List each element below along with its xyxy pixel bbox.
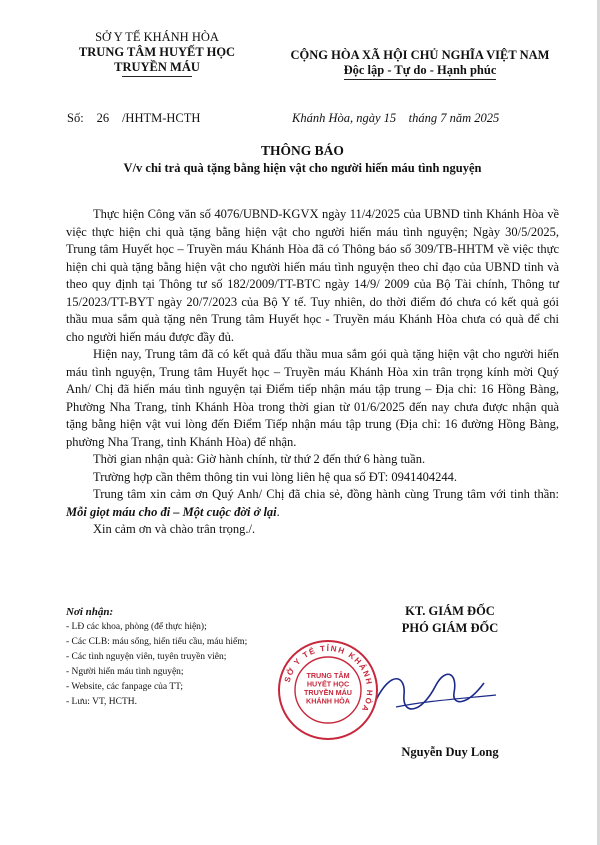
paragraph: Thực hiện Công văn số 4076/UBND-KGVX ngày 11/4/2025 của UBND tỉnh Khánh Hòa về việc thực hiện chi quà tặng bằng hiện vật cho người hiến máu tình nguyện; Ngày 30/5/2025, Trung tâm Huyết học – Truyền máu Khánh Hòa đã có Thông báo số 309/TB-HHTM về việc thực hiện chi quà tặng bằng hiện vật cho người hiến máu tình nguyện theo chỉ đạo của UBND tỉnh và theo quy định tại Thông tư số 182/2009/TT-BTC ngày 14/9/ 2009 của Bộ Tài chính, Thông tư 15/2023/TT-BYT ngày 20/7/2023 của Bộ Y tế. Tuy nhiên, do thời điểm đó chưa có kết quả gói thầu mua sắm quà tặng nên Trung tâm Huyết học - Truyền máu Khánh Hòa chưa có quà để chi cho người hiến máu được đầy đủ. (66, 207, 559, 344)
recipient-item: - Các tình nguyện viên, tuyên truyền viên; (66, 652, 227, 662)
doc-no-value: 26 (96, 111, 110, 125)
paragraph: Hiện nay, Trung tâm đã có kết quả đấu thầu mua sắm gói quà tặng hiện vật cho người hiến máu tình nguyện, Trung tâm Huyết học – Truyền máu Khánh Hòa xin trân trọng kính mời Quý Anh/ Chị đã hiến máu tình nguyện tại Điểm tiếp nhận máu tập trung – Địa chỉ: 16 Hồng Bàng, Phường Nha Trang, tỉnh Khánh Hòa trong thời gian từ 01/6/2025 đến nay chưa được nhận quà tặng bằng hiện vật vui lòng đến Điểm Tiếp nhận máu tập trung (Địa chỉ: 16 đường Hồng Bàng, phường Nha Trang, tỉnh Khánh Hòa) để nhận. (66, 347, 559, 449)
document-body (66, 206, 559, 539)
recipient-item: - Người hiến máu tình nguyện; (66, 667, 184, 677)
issuer-underline (122, 76, 192, 77)
date-prefix: Khánh Hòa, ngày (292, 111, 381, 125)
recipient-item: - LĐ các khoa, phòng (để thực hiện); (66, 622, 207, 632)
document-title: THÔNG BÁO (261, 143, 344, 158)
date-day: 15 (383, 111, 397, 125)
date-suffix: tháng 7 năm 2025 (408, 111, 500, 125)
recipient-item: - Lưu: VT, HCTH. (66, 697, 138, 707)
paragraph: Thời gian nhận quà: Giờ hành chính, từ thứ 2 đến thứ 6 hàng tuần. (93, 452, 426, 466)
paragraph (66, 486, 559, 521)
center-name-line2: TRUYỀN MÁU (114, 60, 200, 74)
svg-text:SỞ Y TẾ TỈNH KHÁNH HÒA: SỞ Y TẾ TỈNH KHÁNH HÒA (282, 643, 375, 715)
doc-no-suffix: /HHTM-HCTH (121, 111, 201, 125)
closing-period: . (276, 504, 280, 519)
recipient-item: - Các CLB: máu sống, hiến tiểu cầu, máu hiếm; (66, 637, 248, 647)
recipient-item: - Website, các fanpage của TT; (66, 682, 184, 692)
signer-name: Nguyễn Duy Long (401, 745, 499, 759)
center-name-line1: TRUNG TÂM HUYẾT HỌC (78, 45, 236, 59)
signature-for-line: KT. GIÁM ĐỐC (405, 604, 495, 618)
svg-text:TRUNG TÂMHUYẾT HỌCTRUYỀN MÁUKH: TRUNG TÂM HUYẾT HỌC TRUYỀN MÁU KHÁNH HÒA (304, 671, 352, 706)
national-motto: Độc lập - Tự do - Hạnh phúc (344, 63, 497, 80)
signature-title-block (345, 603, 555, 637)
handwritten-signature (366, 655, 506, 725)
seal-graphic (279, 641, 377, 739)
recipients-heading: Nơi nhận: (66, 606, 114, 618)
document-number (67, 111, 200, 126)
national-header (270, 48, 570, 80)
date-line (292, 111, 499, 126)
issuer-block (62, 30, 252, 81)
paragraph: Xin cảm ơn và chào trân trọng./. (93, 522, 256, 536)
document-subject: V/v chi trả quà tặng bằng hiện vật cho người hiến máu tình nguyện (123, 161, 482, 175)
closing-lead: Trung tâm xin cảm ơn Quý Anh/ Chị đã chia sẻ, đồng hành cùng Trung tâm với tinh thần: (93, 487, 559, 501)
paragraph: Trường hợp cần thêm thông tin vui lòng liên hệ qua số ĐT: 0941404244. (93, 469, 458, 484)
country-name: CỘNG HÒA XÃ HỘI CHỦ NGHĨA VIỆT NAM (290, 48, 550, 62)
doc-no-prefix: Số: (67, 111, 84, 125)
agency-name: SỞ Y TẾ KHÁNH HÒA (95, 30, 219, 44)
official-seal (276, 638, 380, 742)
slogan: Mỗi giọt máu cho đi – Một cuộc đời ở lại (66, 504, 277, 519)
signature-title: PHÓ GIÁM ĐỐC (401, 621, 499, 635)
